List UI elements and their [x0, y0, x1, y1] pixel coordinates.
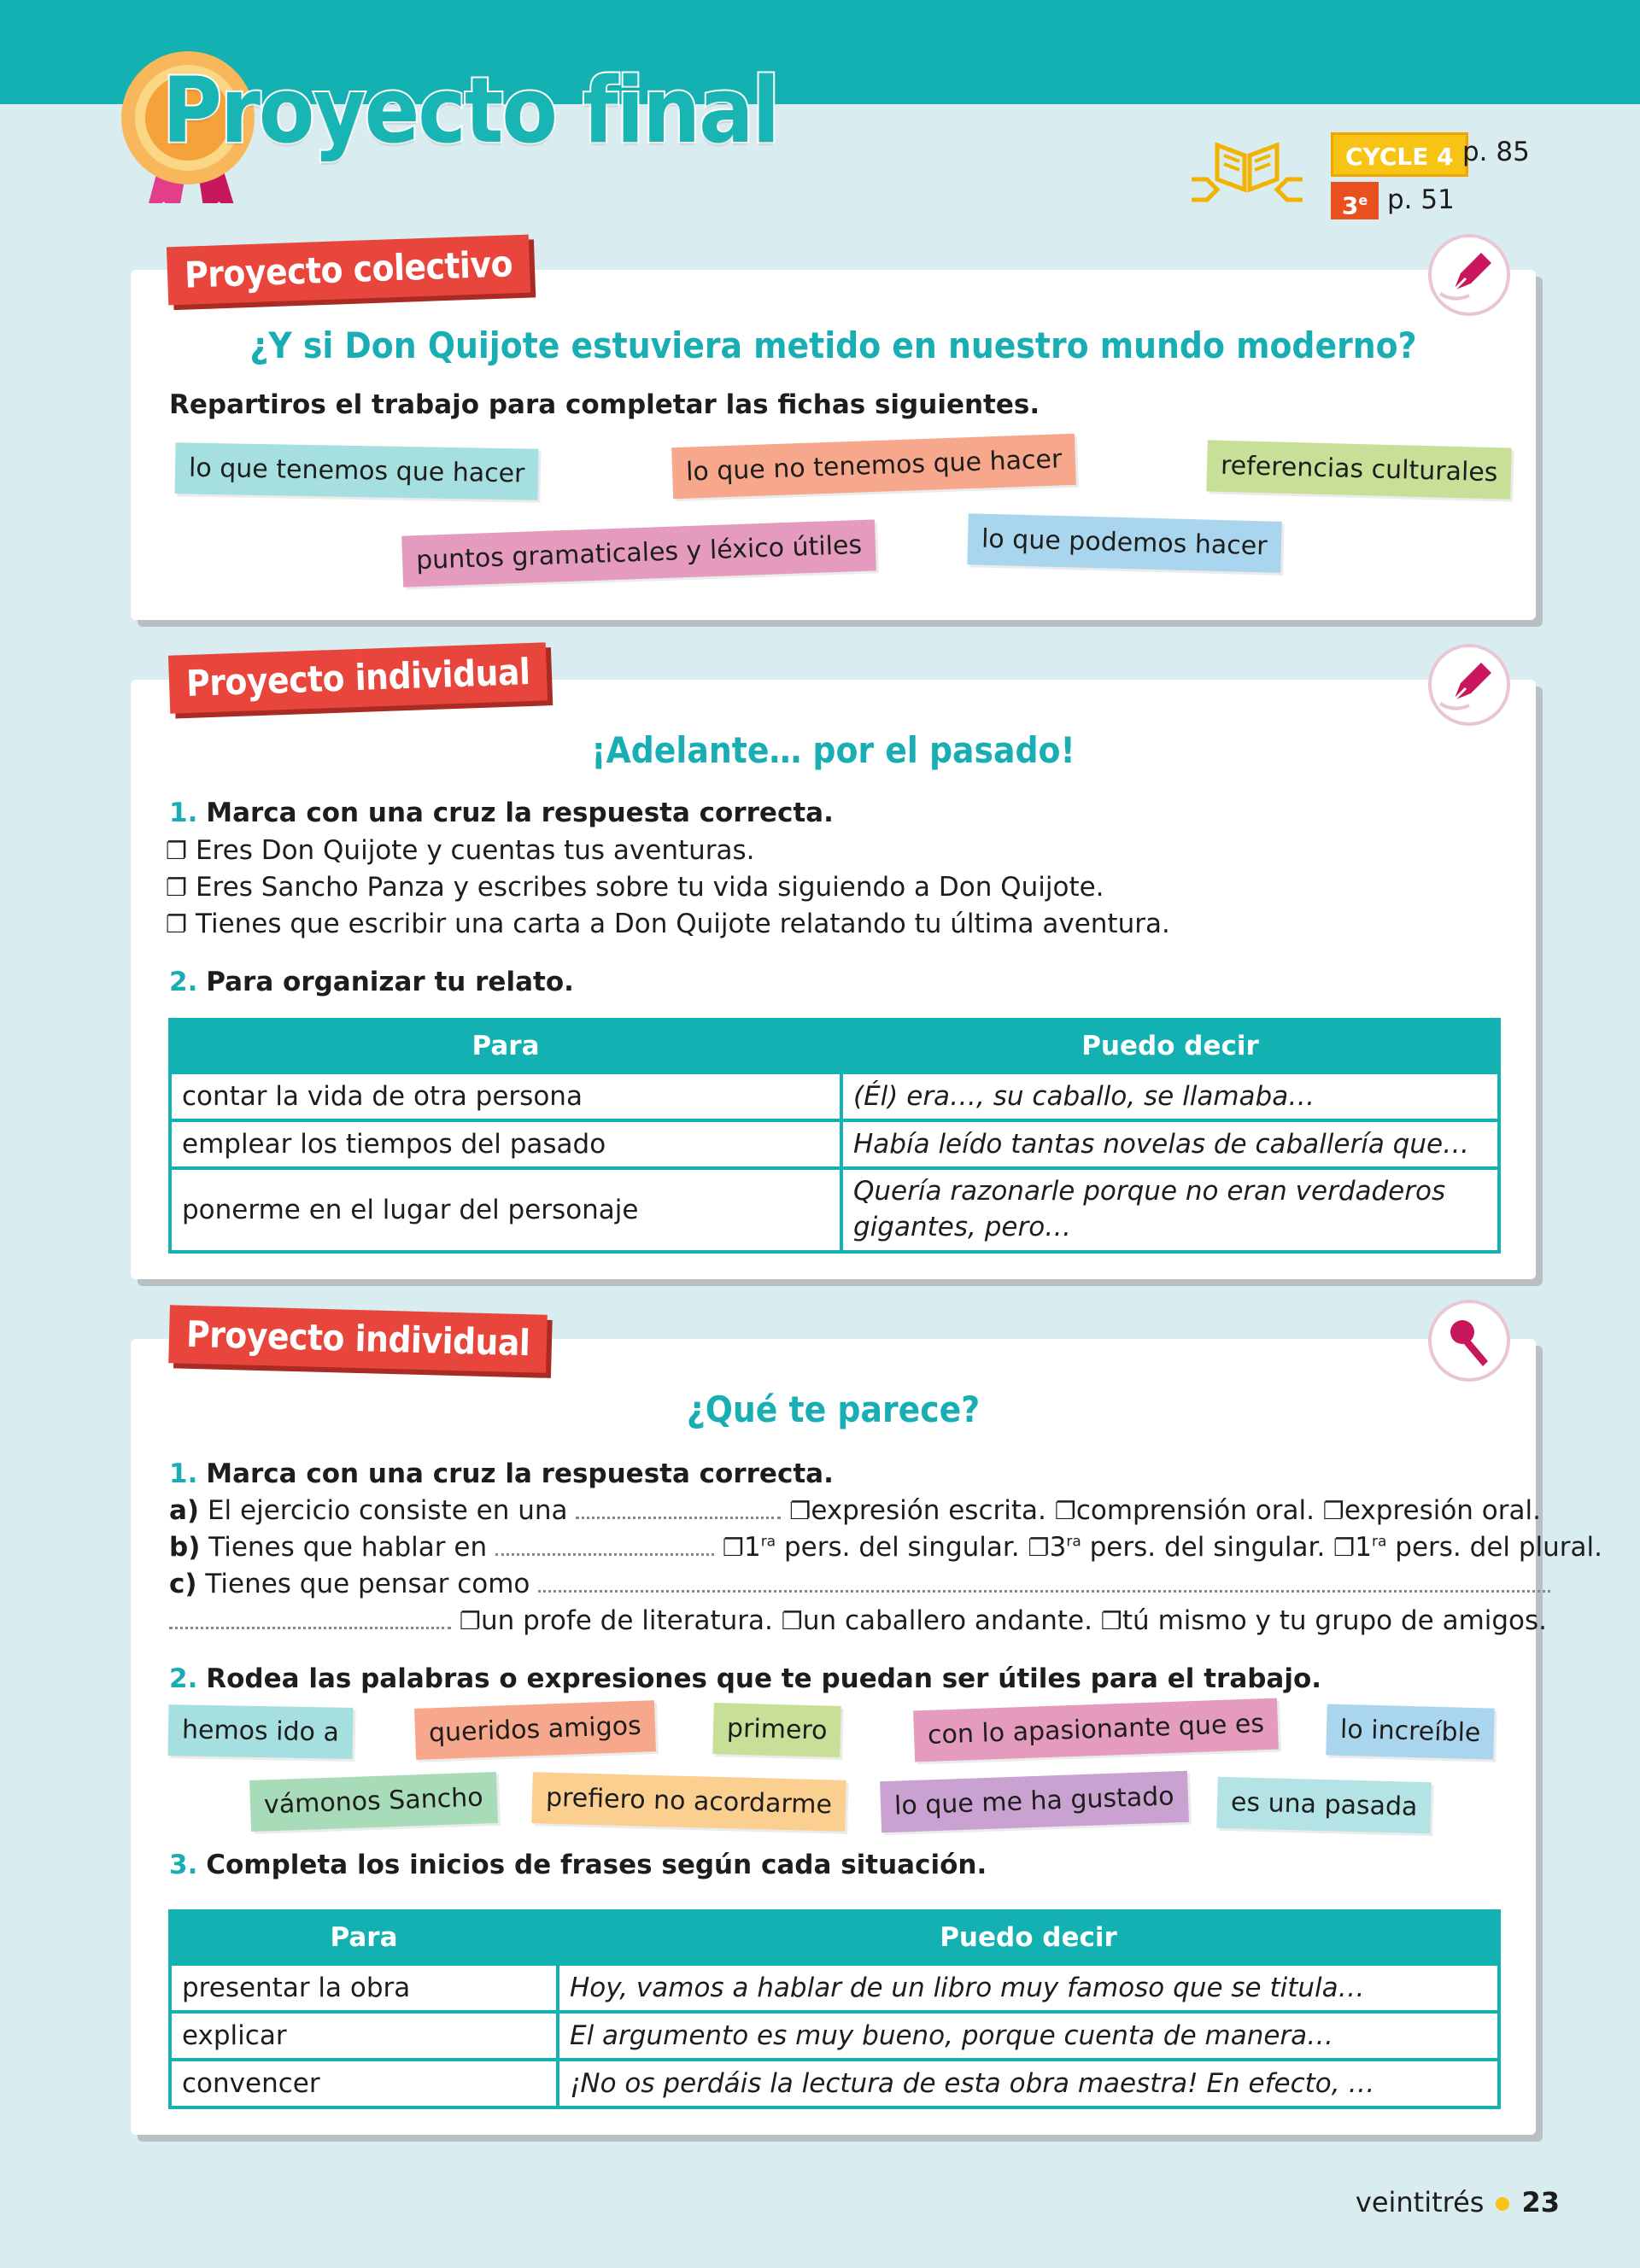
level-badge: [1331, 182, 1379, 219]
checkbox-icon[interactable]: ❐: [166, 874, 188, 902]
table-header-row: [170, 1020, 1499, 1073]
table-row: [170, 1073, 1499, 1120]
option-text: pers. del singular.: [1089, 1532, 1326, 1563]
tag[interactable]: queridos amigos: [414, 1700, 656, 1760]
tag: lo que podemos hacer: [967, 513, 1281, 573]
checkbox-icon[interactable]: ❐: [789, 1497, 811, 1525]
tag: lo que tenemos que hacer: [175, 442, 539, 500]
page-number: 23: [1521, 2186, 1560, 2218]
open-book-icon: [1183, 137, 1311, 205]
table-cell: convencer: [170, 2060, 558, 2107]
pen-nib-icon: [1428, 644, 1510, 726]
microphone-icon: [1428, 1300, 1510, 1382]
q-text: Marca con una cruz la respuesta correcta.: [206, 798, 834, 828]
question-1: [169, 798, 834, 828]
tag[interactable]: primero: [712, 1703, 841, 1757]
tag[interactable]: vámonos Sancho: [249, 1772, 497, 1832]
question-2: [169, 1663, 1321, 1694]
option-text: tú mismo y tu grupo de amigos.: [1122, 1605, 1548, 1636]
table-row: [170, 1120, 1499, 1168]
q-number: 2.: [169, 967, 198, 997]
q-number: 3.: [169, 1850, 198, 1880]
checkbox-icon[interactable]: ❐: [1100, 1607, 1122, 1635]
answer-blank[interactable]: [576, 1498, 781, 1519]
answer-blank[interactable]: [538, 1571, 1550, 1593]
page-word: veintitrés: [1355, 2186, 1485, 2218]
table-row: [170, 1168, 1499, 1252]
table-cell: El argumento es muy bueno, porque cuenta de manera…: [558, 2012, 1499, 2060]
table-cell: Hoy, vamos a hablar de un libro muy famoso que se titula…: [558, 1964, 1499, 2012]
checkbox-icon[interactable]: ❐: [1322, 1497, 1344, 1525]
option-text: expresión escrita.: [811, 1495, 1046, 1526]
table-cell: (Él) era…, su caballo, se llamaba…: [841, 1073, 1499, 1120]
item-c-options: [169, 1605, 1547, 1636]
table-header: Puedo decir: [841, 1020, 1499, 1073]
table-cell: presentar la obra: [170, 1964, 558, 2012]
table-cell: ¡No os perdáis la lectura de esta obra maestra! En efecto, …: [558, 2060, 1499, 2107]
tag: lo que no tenemos que hacer: [671, 434, 1076, 499]
phrases-table: [168, 1909, 1501, 2109]
table-row: [170, 2060, 1499, 2107]
tag[interactable]: es una pasada: [1216, 1777, 1432, 1834]
tag[interactable]: prefiero no acordarme: [531, 1772, 846, 1832]
item-text: Tienes que hablar en: [208, 1532, 488, 1563]
answer-blank[interactable]: [169, 1608, 451, 1629]
table-header: Para: [170, 1020, 841, 1073]
bullet-dot-icon: [1496, 2197, 1509, 2211]
question-1: [169, 1458, 834, 1489]
card-title: ¿Y si Don Quijote estuviera metido en nuestro mundo moderno?: [249, 324, 1417, 366]
option-sup: ra: [1372, 1533, 1387, 1551]
item-label: b): [169, 1532, 201, 1563]
item-text: Tienes que pensar como: [205, 1569, 530, 1599]
option[interactable]: [166, 872, 1104, 903]
table-cell: Quería razonarle porque no eran verdaderos gigantes, pero…: [841, 1168, 1499, 1252]
level-sup: e: [1358, 192, 1368, 208]
table-cell: explicar: [170, 2012, 558, 2060]
ribbon-proyecto-individual: Proyecto individual: [168, 642, 548, 713]
item-text: El ejercicio consiste en una: [207, 1495, 568, 1526]
tag: puntos gramaticales y léxico útiles: [401, 519, 876, 587]
card-title: ¡Adelante… por el pasado!: [591, 729, 1075, 771]
option-num: 1: [743, 1532, 761, 1563]
option-text: Eres Don Quijote y cuentas tus aventuras.: [195, 835, 755, 866]
table-header: Para: [170, 1911, 558, 1964]
q-number: 2.: [169, 1663, 198, 1694]
option-num: 3: [1049, 1532, 1067, 1563]
option-num: 1: [1355, 1532, 1372, 1563]
card-adelante: [131, 680, 1536, 1279]
question-3: [169, 1850, 987, 1880]
level-page-ref: p. 51: [1387, 184, 1455, 215]
option-text: un caballero andante.: [802, 1605, 1092, 1636]
checkbox-icon[interactable]: ❐: [459, 1607, 481, 1635]
tag[interactable]: lo increíble: [1326, 1704, 1495, 1759]
checkbox-icon[interactable]: ❐: [1333, 1534, 1356, 1562]
item-label: a): [169, 1495, 200, 1526]
q-text: Completa los inicios de frases según cada situación.: [206, 1850, 987, 1880]
tag[interactable]: con lo apasionante que es: [913, 1698, 1279, 1762]
card-title: ¿Qué te parece?: [686, 1388, 981, 1430]
table-row: [170, 2012, 1499, 2060]
table-header: Puedo decir: [558, 1911, 1499, 1964]
page-title: Proyecto final: [162, 58, 779, 163]
checkbox-icon[interactable]: ❐: [166, 910, 188, 938]
tag[interactable]: lo que me ha gustado: [880, 1771, 1189, 1833]
q-text: Para organizar tu relato.: [206, 967, 574, 997]
option-text: un profe de literatura.: [480, 1605, 773, 1636]
option[interactable]: [166, 835, 755, 866]
table-header-row: [170, 1911, 1499, 1964]
checkbox-icon[interactable]: ❐: [1028, 1534, 1050, 1562]
option-text: Tienes que escribir una carta a Don Quijote relatando tu última aventura.: [195, 909, 1170, 939]
item-a: [169, 1495, 1541, 1526]
cycle-badge: CYCLE 4: [1331, 132, 1468, 177]
tag[interactable]: hemos ido a: [167, 1704, 353, 1759]
q-text: Rodea las palabras o expresiones que te puedan ser útiles para el trabajo.: [206, 1663, 1322, 1694]
tag: referencias culturales: [1206, 440, 1512, 499]
option-text: comprensión oral.: [1075, 1495, 1315, 1526]
option-sup: ra: [1066, 1533, 1081, 1551]
table-cell: contar la vida de otra persona: [170, 1073, 841, 1120]
table-row: [170, 1964, 1499, 2012]
item-c: [169, 1569, 1550, 1599]
checkbox-icon[interactable]: ❐: [166, 837, 188, 865]
ribbon-proyecto-colectivo: Proyecto colectivo: [167, 235, 530, 306]
table-cell: Había leído tantas novelas de caballería que…: [841, 1120, 1499, 1168]
ribbon-proyecto-individual: Proyecto individual: [168, 1305, 548, 1373]
q-number: 1.: [169, 798, 198, 828]
phrases-table: [168, 1018, 1501, 1254]
item-label: c): [169, 1569, 197, 1599]
option-text: pers. del plural.: [1395, 1532, 1602, 1563]
item-b: [169, 1532, 1602, 1563]
option-text: Eres Sancho Panza y escribes sobre tu vida siguiendo a Don Quijote.: [195, 872, 1104, 903]
card-proyecto-colectivo: [131, 270, 1536, 620]
pen-nib-icon: [1428, 234, 1510, 316]
cycle-page-ref: p. 85: [1462, 137, 1530, 167]
checkbox-icon[interactable]: ❐: [781, 1607, 803, 1635]
checkbox-icon[interactable]: ❐: [722, 1534, 744, 1562]
instruction: Repartiros el trabajo para completar las fichas siguientes.: [169, 389, 1040, 420]
card-que-te-parece: [131, 1339, 1602, 2135]
q-number: 1.: [169, 1458, 198, 1489]
option-text: pers. del singular.: [783, 1532, 1020, 1563]
page-footer: [1356, 2186, 1560, 2218]
option[interactable]: [166, 909, 1170, 939]
checkbox-icon[interactable]: ❐: [1054, 1497, 1076, 1525]
option-sup: ra: [760, 1533, 776, 1551]
option-text: expresión oral.: [1344, 1495, 1541, 1526]
question-2: [169, 967, 574, 997]
table-cell: ponerme en el lugar del personaje: [170, 1168, 841, 1252]
answer-blank[interactable]: [495, 1534, 714, 1556]
q-text: Marca con una cruz la respuesta correcta.: [206, 1458, 834, 1489]
level-number: 3: [1341, 191, 1359, 220]
table-cell: emplear los tiempos del pasado: [170, 1120, 841, 1168]
